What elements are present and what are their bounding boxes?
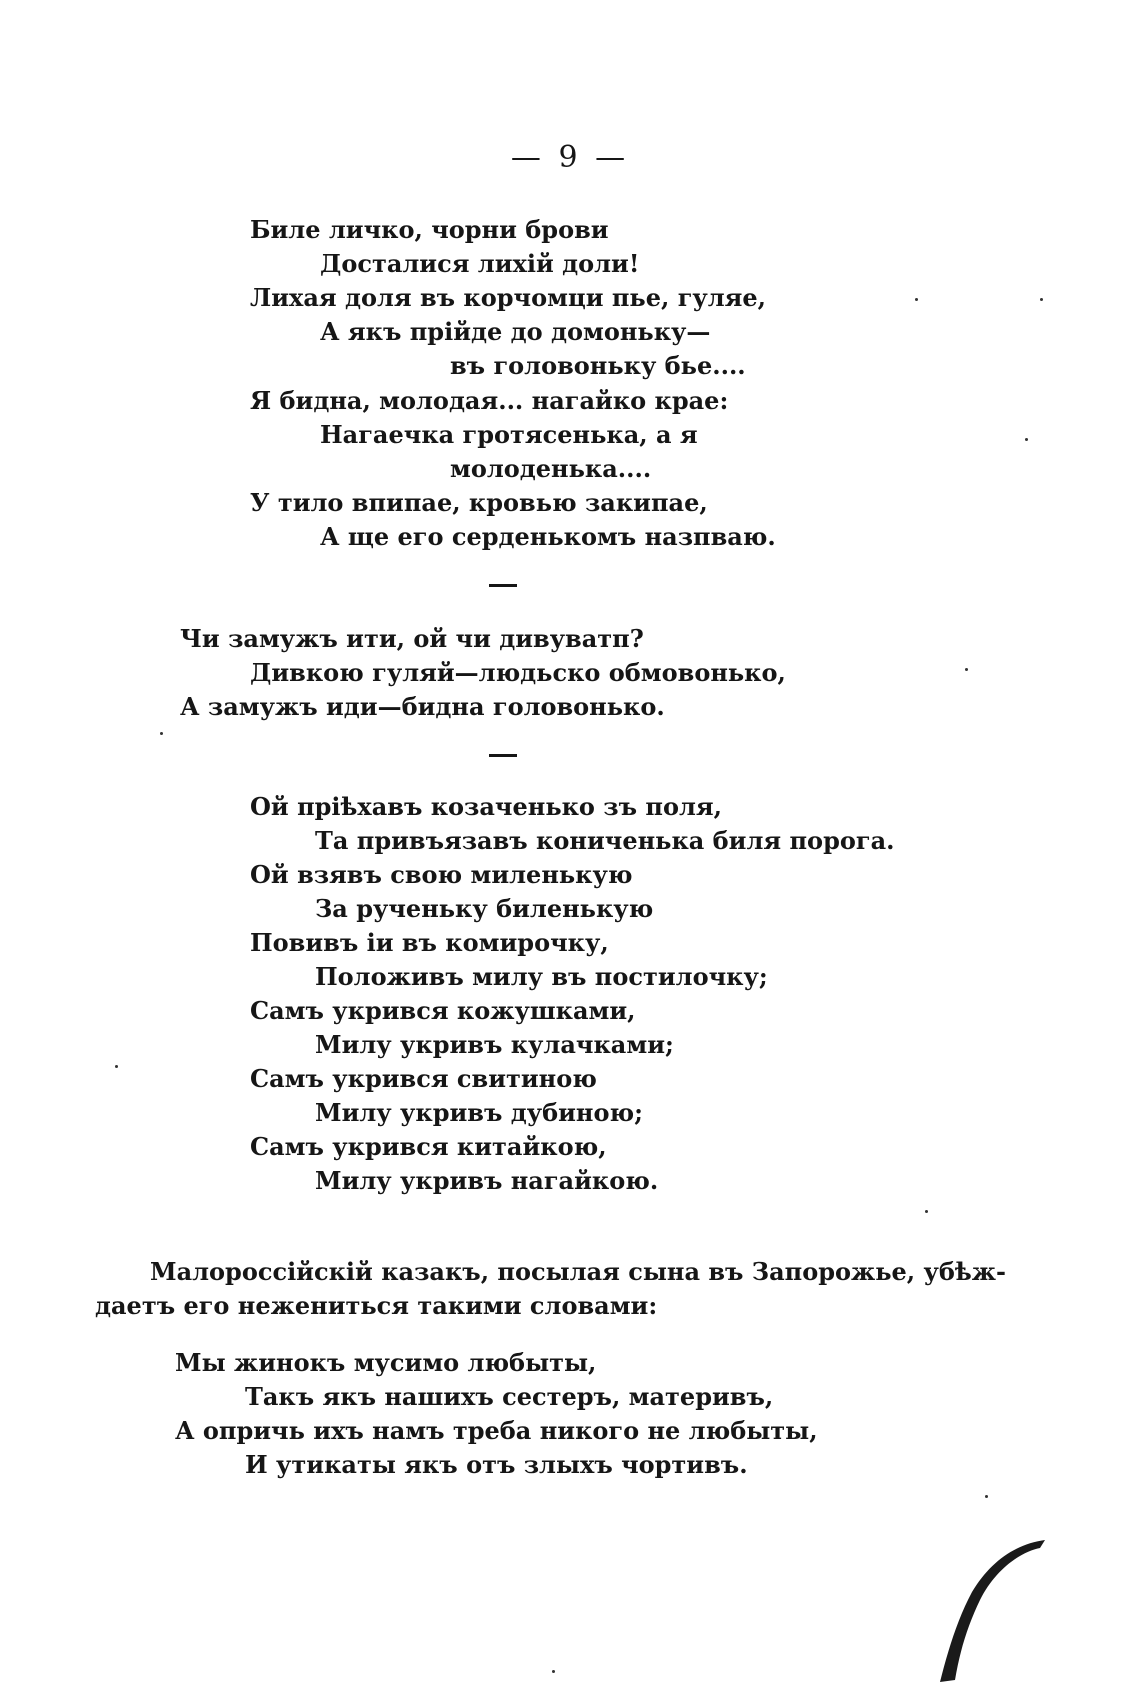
- stanza1-line-10: А ще его серденькомъ назпваю.: [320, 522, 776, 551]
- stanza1-line-1: Биле личко, чорни брови: [250, 215, 609, 244]
- stanza4-line-2: Такъ якъ нашихъ сестеръ, материвъ,: [245, 1382, 774, 1411]
- stanza1-line-5: въ головоньку бье....: [450, 351, 746, 380]
- stanza3-line-5: Повивъ іи въ комирочку,: [250, 928, 609, 957]
- separator-dash: [489, 584, 517, 587]
- scan-speck: [160, 732, 163, 735]
- stanza3-line-4: За рученьку биленькую: [315, 894, 654, 923]
- stanza1-line-2: Досталися лихій доли!: [320, 249, 640, 278]
- stanza2-line-1: Чи замужъ ити, ой чи дивуватп?: [180, 624, 644, 653]
- stanza3-line-12: Милу укривъ нагайкою.: [315, 1166, 659, 1195]
- stanza3-line-8: Милу укривъ кулачками;: [315, 1030, 674, 1059]
- stanza3-line-3: Ой взявъ свою миленькую: [250, 860, 633, 889]
- stanza3-line-7: Самъ укрився кожушками,: [250, 996, 636, 1025]
- stanza2-line-2: Дивкою гуляй—людьско обмовонько,: [250, 658, 786, 687]
- scan-speck: [1025, 438, 1028, 441]
- stanza3-line-6: Положивъ милу въ постилочку;: [315, 962, 768, 991]
- stanza2-line-3: А замужъ иди—бидна головонько.: [180, 692, 665, 721]
- scan-speck: [965, 668, 968, 671]
- scan-speck: [552, 1670, 555, 1673]
- stanza4-line-3: А опричь ихъ намъ треба никого не любыты,: [175, 1416, 818, 1445]
- scan-speck: [985, 1495, 988, 1498]
- scan-speck: [115, 1065, 118, 1068]
- prose-line-2: даетъ его нежениться такими словами:: [95, 1291, 658, 1320]
- scan-speck: [1040, 298, 1043, 301]
- stanza1-line-8: молоденька....: [450, 454, 652, 483]
- stanza3-line-2: Та привъязавъ кониченька биля порога.: [315, 826, 895, 855]
- stanza3-line-9: Самъ укрився свитиною: [250, 1064, 597, 1093]
- stanza1-line-9: У тило впипае, кровью закипае,: [250, 488, 708, 517]
- scan-speck: [915, 298, 918, 301]
- stanza1-line-6: Я бидна, молодая... нагайко крае:: [250, 386, 729, 415]
- scan-speck: [925, 1210, 928, 1213]
- separator-dash: [489, 754, 517, 757]
- stanza3-line-11: Самъ укрився китайкою,: [250, 1132, 607, 1161]
- stanza1-line-7: Нагаечка гротясенька, а я: [320, 420, 698, 449]
- stanza3-line-1: Ой пріѣхавъ козаченько зъ поля,: [250, 792, 722, 821]
- stanza1-line-3: Лихая доля въ корчомци пье, гуляе,: [250, 283, 767, 312]
- stanza4-line-4: И утикаты якъ отъ злыхъ чортивъ.: [245, 1450, 748, 1479]
- ink-mark: [900, 1530, 1050, 1690]
- stanza4-line-1: Мы жинокъ мусимо любыты,: [175, 1348, 597, 1377]
- prose-line-1: Малороссійскій казакъ, посылая сына въ Запорожье, убѣж-: [150, 1257, 1006, 1286]
- stanza1-line-4: А якъ прійде до домоньку—: [320, 317, 711, 346]
- stanza3-line-10: Милу укривъ дубиною;: [315, 1098, 643, 1127]
- page-number: — 9 —: [510, 140, 630, 175]
